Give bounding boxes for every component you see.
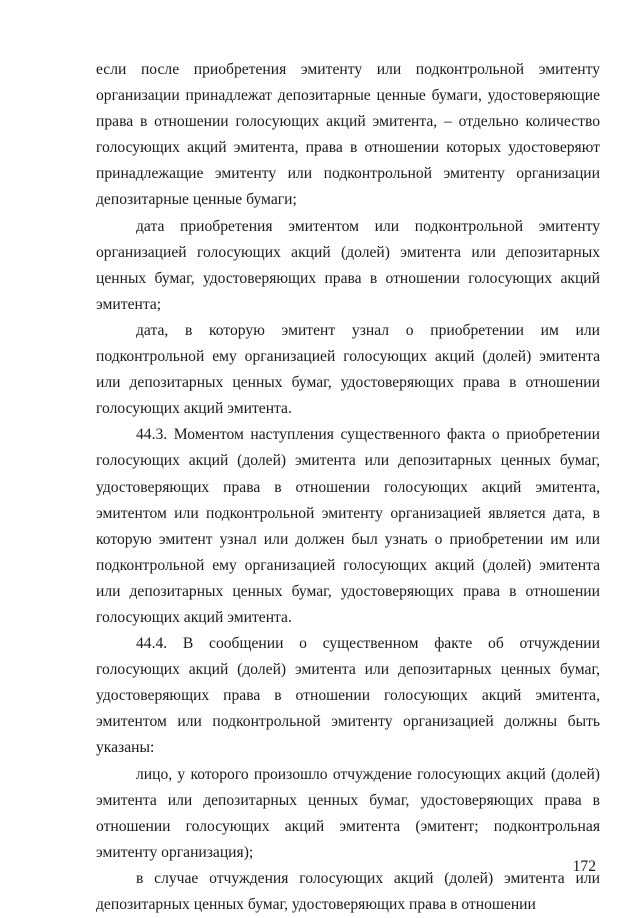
paragraph-alienating-person: лицо, у которого произошло отчуждение голосующих акций (долей) эмитента или депозитарных ценных бумаг, удостоверяющих права в отношении голосующих акций эмитента (эмитент; подконтрольная эмитенту организация);: [96, 765, 600, 861]
paragraph-44-4: 44.4. В сообщении о существенном факте об отчуждении голосующих акций (долей) эмитента или депозитарных ценных бумаг, удостоверяющих права в отношении голосующих акций эмитента, эмитентом или подконтрольной эмитенту организацией должны быть указаны:: [96, 635, 600, 757]
paragraph-awareness-date: дата, в которую эмитент узнал о приобретении им или подконтрольной ему организацией голосующих акций (долей) эмитента или депозитарных ценных бумаг, удостоверяющих права в отношении голосующих акций эмитента.: [96, 321, 600, 418]
paragraph-acquisition-date: дата приобретения эмитентом или подконтрольной эмитенту организацией голосующих акций (долей) эмитента или депозитарных ценных бумаг, удостоверяющих права в отношении голосующих акций эмитента;: [96, 217, 600, 313]
paragraph-44-3: 44.3. Моментом наступления существенного факта о приобретении голосующих акций (долей) эмитента или депозитарных ценных бумаг, удостоверяющих права в отношении голосующих акций эмитента, эмитентом или подконтрольной эмитенту организацией является дата, в которую эмитент узнал или должен был узнать о приобретении им или подконтрольной ему организацией голосующих акций (долей) эмитента или депозитарных ценных бумаг, удостоверяющих права в отношении голосующих акций эмитента.: [96, 426, 600, 626]
paragraph-continuation: если после приобретения эмитенту или подконтрольной эмитенту организации принадлежат депозитарные ценные бумаги, удостоверяющие права в отношении голосующих акций эмитента, – отдельно количество голосующих акций эмитента, права в отношении которых удостоверяют принадлежащие эмитенту или подконтрольной эмитенту организации депозитарные ценные бумаги;: [96, 61, 600, 209]
document-body: [96, 57, 600, 918]
paragraph-alienation-case: в случае отчуждения голосующих акций (долей) эмитента или депозитарных ценных бумаг, удостоверяющих права в отношении: [96, 869, 600, 913]
page-number: 172: [572, 858, 596, 875]
